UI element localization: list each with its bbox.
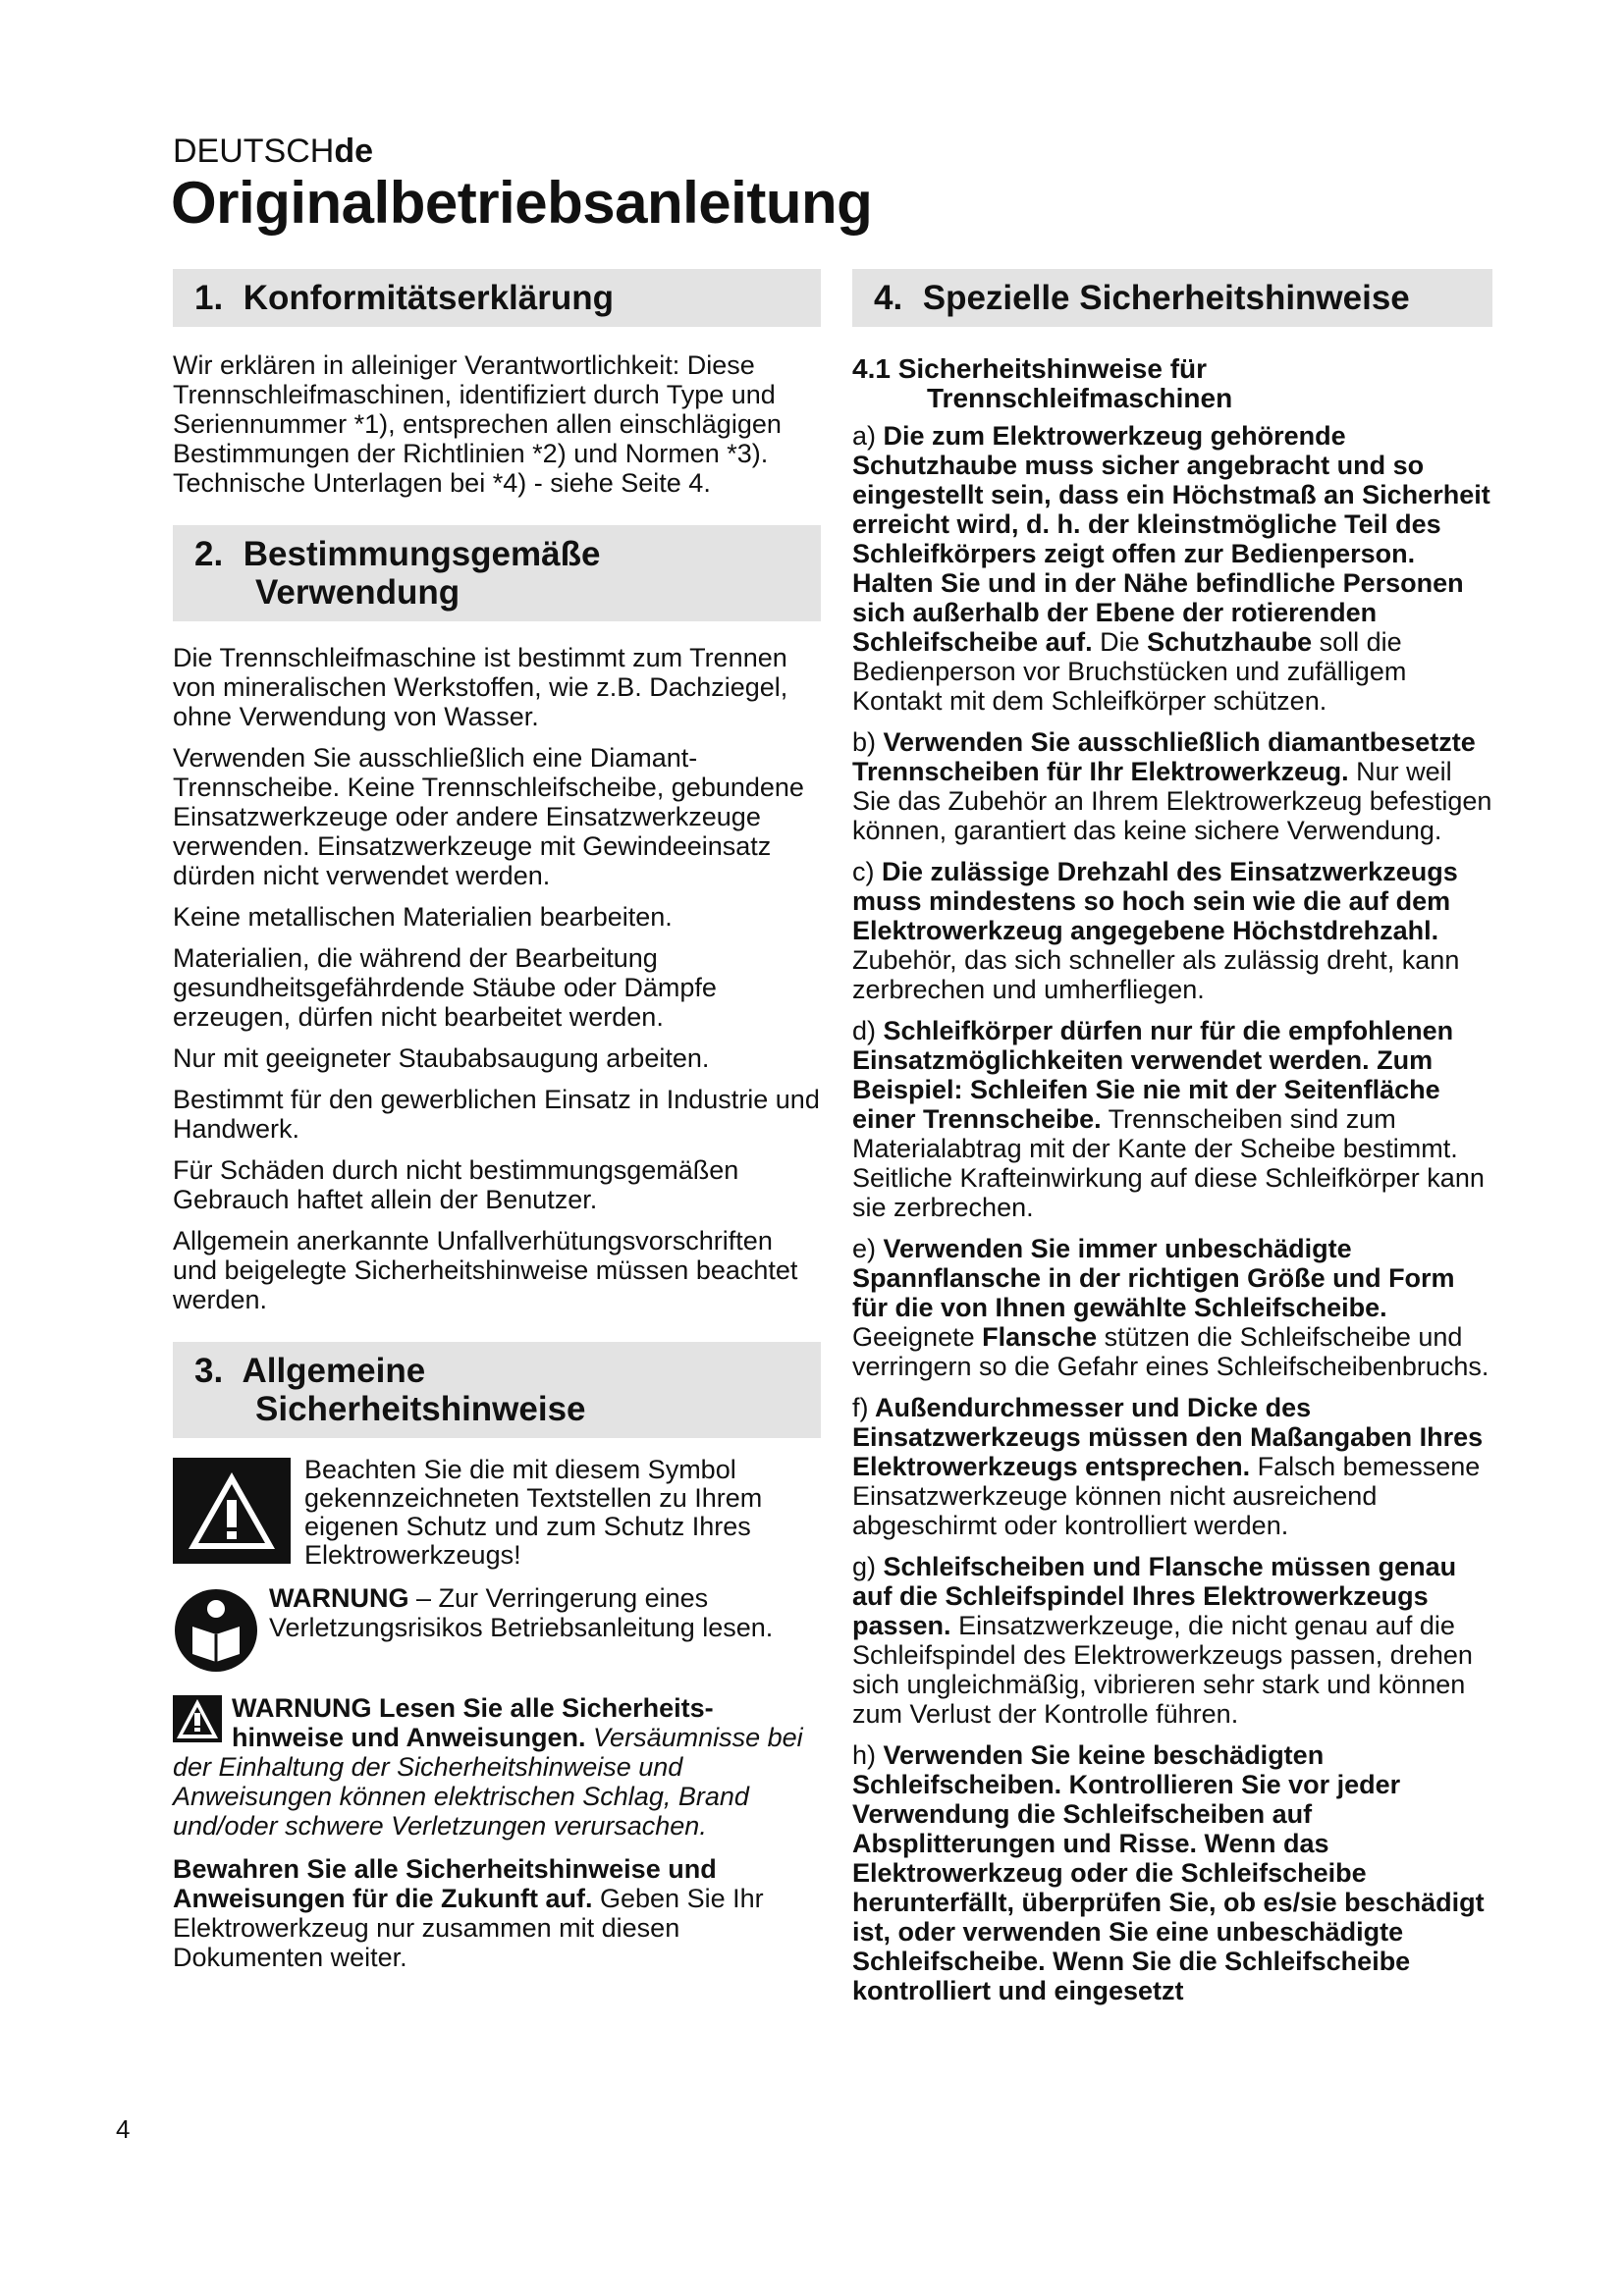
s2-p7: Für Schäden durch nicht bestimmungsgemäßen Gebrauch haftet allein der Benutzer. (173, 1155, 739, 1214)
s2-p6: Bestimmt für den gewerblichen Einsatz in Industrie und Handwerk. (173, 1085, 820, 1144)
symbol-notice (173, 1455, 821, 1570)
symbol-notice-text: Beachten Sie die mit diesem Symbol gekennzeichneten Textstellen zu Ihrem eigenen Schutz und zum Schutz Ihres Elektrowerkzeugs! (304, 1455, 763, 1570)
read-manual-icon (173, 1587, 259, 1674)
s1-text: Wir erklären in alleiniger Verantwortlichkeit: Diese Trennschleifmaschinen, identifiziert durch Type und Seriennummer *1), entsprechen allen einschlägigen Bestimmungen der Richtlinien *2) und Normen *3). Technische Unterlagen bei *4) - siehe Seite 4. (173, 350, 782, 498)
item-b: b) Verwenden Sie ausschließlich diamantbesetzte Trennscheiben für Ihr Elektrowerkzeug. Nur weil Sie das Zubehör an Ihrem Elektrowerkzeug befestigen können, garantiert das keine sichere Verwendung. (852, 727, 1492, 845)
s2-p1: Die Trennschleifmaschine ist bestimmt zum Trennen von mineralischen Werkstoffen, wie z.B. Dachziegel, ohne Verwendung von Wasser. (173, 643, 788, 731)
s2-p2: Verwenden Sie ausschließlich eine Diamant-Trennscheibe. Keine Trennschleifscheibe, gebundene Einsatzwerkzeuge oder andere Einsatzwerkzeuge verwenden. Einsatzwerkzeuge mit Gewindeeinsatz dürden nicht verwendet werden. (173, 743, 804, 890)
item-d: d) Schleifkörper dürfen nur für die empfohlenen Einsatzmöglichkeiten verwendet werden. Zum Beispiel: Schleifen Sie nie mit der Seitenfläche einer Trennscheibe. Trennscheiben sind zum Materialabtrag mit der Kante der Scheibe bestimmt. Seitliche Krafteinwirkung auf diese Schleifkörper kann sie zerbrechen. (852, 1016, 1485, 1222)
warning-triangle-icon (173, 1458, 291, 1564)
read-manual-notice (173, 1583, 821, 1674)
read-manual-text: WARNUNG – Zur Verringerung eines Verletzungsrisikos Betriebsanleitung lesen. (269, 1583, 774, 1642)
right-column (852, 269, 1492, 2005)
s2-p3: Keine metallischen Materialien bearbeiten. (173, 902, 673, 932)
keep-instructions: Bewahren Sie alle Sicherheitshinweise und Anweisungen für die Zukunft auf. Geben Sie Ihr Elektrowerkzeug nur zusammen mit diesen Dokumenten weiter. (173, 1854, 764, 1972)
language-label: DEUTSCHde (173, 133, 374, 170)
section-2-heading: 2. Bestimmungsgemäße Verwendung (173, 525, 821, 621)
page-number: 4 (116, 2114, 131, 2144)
item-f: f) Außendurchmesser und Dicke des Einsatzwerkzeugs müssen den Maßangaben Ihres Elektrowerkzeugs entsprechen. Falsch bemessene Einsatzwerkzeuge können nicht ausreichend abgeschirmt oder kontrolliert werden. (852, 1393, 1484, 1540)
subsection-4-1: 4.1 Sicherheitshinweise für Trennschleifmaschinen (852, 353, 1233, 413)
item-e: e) Verwenden Sie immer unbeschädigte Spannflansche in der richtigen Größe und Form für die von Ihnen gewählte Schleifscheibe. Geeignete Flansche stützen die Schleifscheibe und verringern so die Gefahr eines Schleifscheibenbruchs. (852, 1234, 1489, 1381)
s2-p4: Materialien, die während der Bearbeitung gesundheitsgefährdende Stäube oder Dämpfe erzeugen, dürfen nicht bearbeitet werden. (173, 943, 717, 1032)
item-g: g) Schleifscheiben und Flansche müssen genau auf die Schleifspindel Ihres Elektrowerkzeugs passen. Einsatzwerkzeuge, die nicht genau auf die Schleifspindel des Elektrowerkzeugs passen, drehen sich ungleichmäßig, vibrieren sehr stark und können zum Verlust der Kontrolle führen. (852, 1552, 1473, 1729)
left-column (173, 269, 821, 1972)
section-3-heading: 3. Allgemeine Sicherheitshinweise (173, 1342, 821, 1438)
section-4-heading: 4. Spezielle Sicherheitshinweise (852, 269, 1492, 327)
general-warning: WARNUNG Lesen Sie alle Sicherheits-hinweise und Anweisungen. Versäumnisse bei der Einhaltung der Sicherheitshinweise und Anweisungen können elektrischen Schlag, Brand und/oder schwere Verletzungen verursachen. (173, 1693, 803, 1841)
warning-triangle-icon (173, 1695, 222, 1742)
item-h: h) Verwenden Sie keine beschädigten Schleifscheiben. Kontrollieren Sie vor jeder Verwendung die Schleifscheiben auf Absplitterungen und Risse. Wenn das Elektrowerkzeug oder die Schleifscheibe herunterfällt, überprüfen Sie, ob es/sie beschädigt ist, oder verwenden Sie eine unbeschädigte Schleifscheibe. Wenn Sie die Schleifscheibe kontrolliert und eingesetzt (852, 1740, 1485, 2005)
s2-p8: Allgemein anerkannte Unfallverhütungsvorschriften und beigelegte Sicherheitshinweise müssen beachtet werden. (173, 1226, 798, 1314)
item-a: a) Die zum Elektrowerkzeug gehörende Schutzhaube muss sicher angebracht und so eingestellt sein, dass ein Höchstmaß an Sicherheit erreicht wird, d. h. der kleinstmögliche Teil des Schleifkörpers zeigt offen zur Bedienperson. Halten Sie und in der Nähe befindliche Personen sich außerhalb der Ebene der rotierenden Schleifscheibe auf. Die Schutzhaube soll die Bedienperson vor Bruchstücken und zufälligem Kontakt mit dem Schleifkörper schützen. (852, 421, 1490, 716)
s2-p5: Nur mit geeigneter Staubabsaugung arbeiten. (173, 1043, 710, 1073)
item-c: c) Die zulässige Drehzahl des Einsatzwerkzeugs muss mindestens so hoch sein wie die auf dem Elektrowerkzeug angegebene Höchstdrehzahl. Zubehör, das sich schneller als zulässig dreht, kann zerbrechen und umherfliegen. (852, 857, 1460, 1004)
section-1-heading: 1. Konformitätserklärung (173, 269, 821, 327)
document-title: Originalbetriebsanleitung (171, 170, 873, 236)
